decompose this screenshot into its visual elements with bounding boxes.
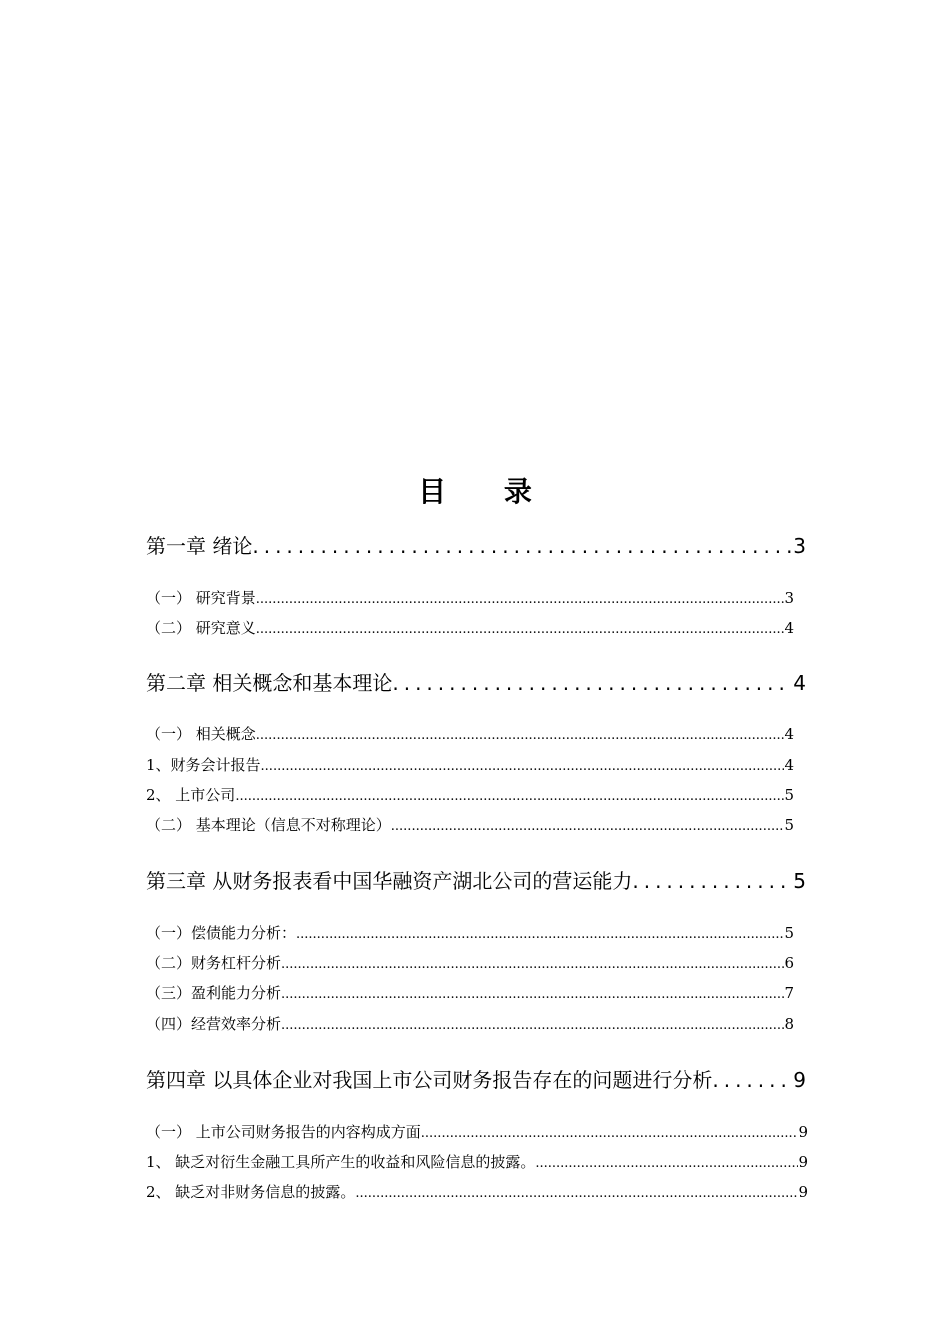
toc-section[interactable] <box>146 754 794 776</box>
dot-leader <box>235 786 784 806</box>
toc-entry-label: （一）偿债能力分析： <box>146 924 297 942</box>
toc-page-number: 9 <box>798 1123 808 1141</box>
toc-entry-label: 1、 缺乏对衍生金融工具所产生的收益和风险信息的披露。 <box>146 1153 536 1171</box>
toc-page-number: 9 <box>798 1153 808 1171</box>
toc-entry-label: 第四章 以具体企业对我国上市公司财务报告存在的问题进行分析 <box>146 1068 713 1092</box>
dot-leader <box>355 1183 798 1203</box>
dot-leader <box>281 984 784 1004</box>
toc-page-number: 9 <box>798 1183 808 1201</box>
dot-leader <box>535 1153 798 1173</box>
toc-section[interactable] <box>146 784 794 806</box>
toc-entry-label: （四）经营效率分析 <box>146 1015 282 1033</box>
toc-entry-label: 第一章 绪论 <box>146 534 253 558</box>
toc-page-number: 5 <box>784 786 794 804</box>
dot-leader <box>281 954 784 974</box>
toc-entry-label: 2、 上市公司 <box>146 786 236 804</box>
toc-entry-label: （一） 上市公司财务报告的内容构成方面 <box>146 1123 421 1141</box>
toc-entry-label: （一） 相关概念 <box>146 725 256 743</box>
toc-section[interactable] <box>146 952 794 974</box>
toc-page-number: 7 <box>784 984 794 1002</box>
toc-section[interactable] <box>146 1181 808 1203</box>
toc-section[interactable] <box>146 1151 808 1173</box>
toc-entry-label: 2、 缺乏对非财务信息的披露。 <box>146 1183 356 1201</box>
toc-page-number: 4 <box>784 756 794 774</box>
toc-section[interactable] <box>146 1121 808 1143</box>
dot-leader <box>632 867 791 895</box>
dot-leader <box>296 924 784 944</box>
toc-section[interactable] <box>146 922 794 944</box>
toc-section[interactable] <box>146 723 794 745</box>
toc-chapter-1[interactable] <box>146 532 806 560</box>
toc-page-number: 3 <box>784 589 794 607</box>
toc-page-number: 4 <box>784 619 794 637</box>
toc-entry-label: （一） 研究背景 <box>146 589 256 607</box>
toc-page-number: 8 <box>784 1015 794 1033</box>
toc-entry-label: 第三章 从财务报表看中国华融资产湖北公司的营运能力 <box>146 869 633 893</box>
dot-leader <box>256 725 785 745</box>
toc-page-number: 4 <box>784 725 794 743</box>
dot-leader <box>712 1066 791 1094</box>
toc-entry-label: （三）盈利能力分析 <box>146 984 282 1002</box>
toc-section[interactable] <box>146 814 794 836</box>
toc-section[interactable] <box>146 982 794 1004</box>
toc-title: 目 录 <box>418 475 556 508</box>
dot-leader <box>281 1015 784 1035</box>
toc-entry-label: （二） 研究意义 <box>146 619 256 637</box>
toc-chapter-3[interactable] <box>146 867 806 895</box>
toc-section[interactable] <box>146 587 794 609</box>
toc-page-number: 5 <box>793 869 806 893</box>
toc-entry-label: 1、财务会计报告 <box>146 756 261 774</box>
toc-page-number: 3 <box>793 534 806 558</box>
toc-section[interactable] <box>146 1013 794 1035</box>
dot-leader <box>261 756 785 776</box>
toc-page-number: 9 <box>793 1068 806 1092</box>
dot-leader <box>391 816 785 836</box>
dot-leader <box>256 589 785 609</box>
toc-entry-label: （二） 基本理论（信息不对称理论） <box>146 816 391 834</box>
toc-page-number: 6 <box>784 954 794 972</box>
toc-page-number: 5 <box>784 924 794 942</box>
toc-chapter-2[interactable] <box>146 669 806 697</box>
dot-leader <box>252 532 791 560</box>
toc-page-number: 4 <box>793 671 806 695</box>
toc-chapter-4[interactable] <box>146 1066 806 1094</box>
toc-entry-label: （二）财务杠杆分析 <box>146 954 282 972</box>
toc-page-number: 5 <box>784 816 794 834</box>
toc-entry-label: 第二章 相关概念和基本理论 <box>146 671 393 695</box>
dot-leader <box>392 669 791 697</box>
toc-section[interactable] <box>146 617 794 639</box>
dot-leader <box>421 1123 799 1143</box>
dot-leader <box>256 619 785 639</box>
